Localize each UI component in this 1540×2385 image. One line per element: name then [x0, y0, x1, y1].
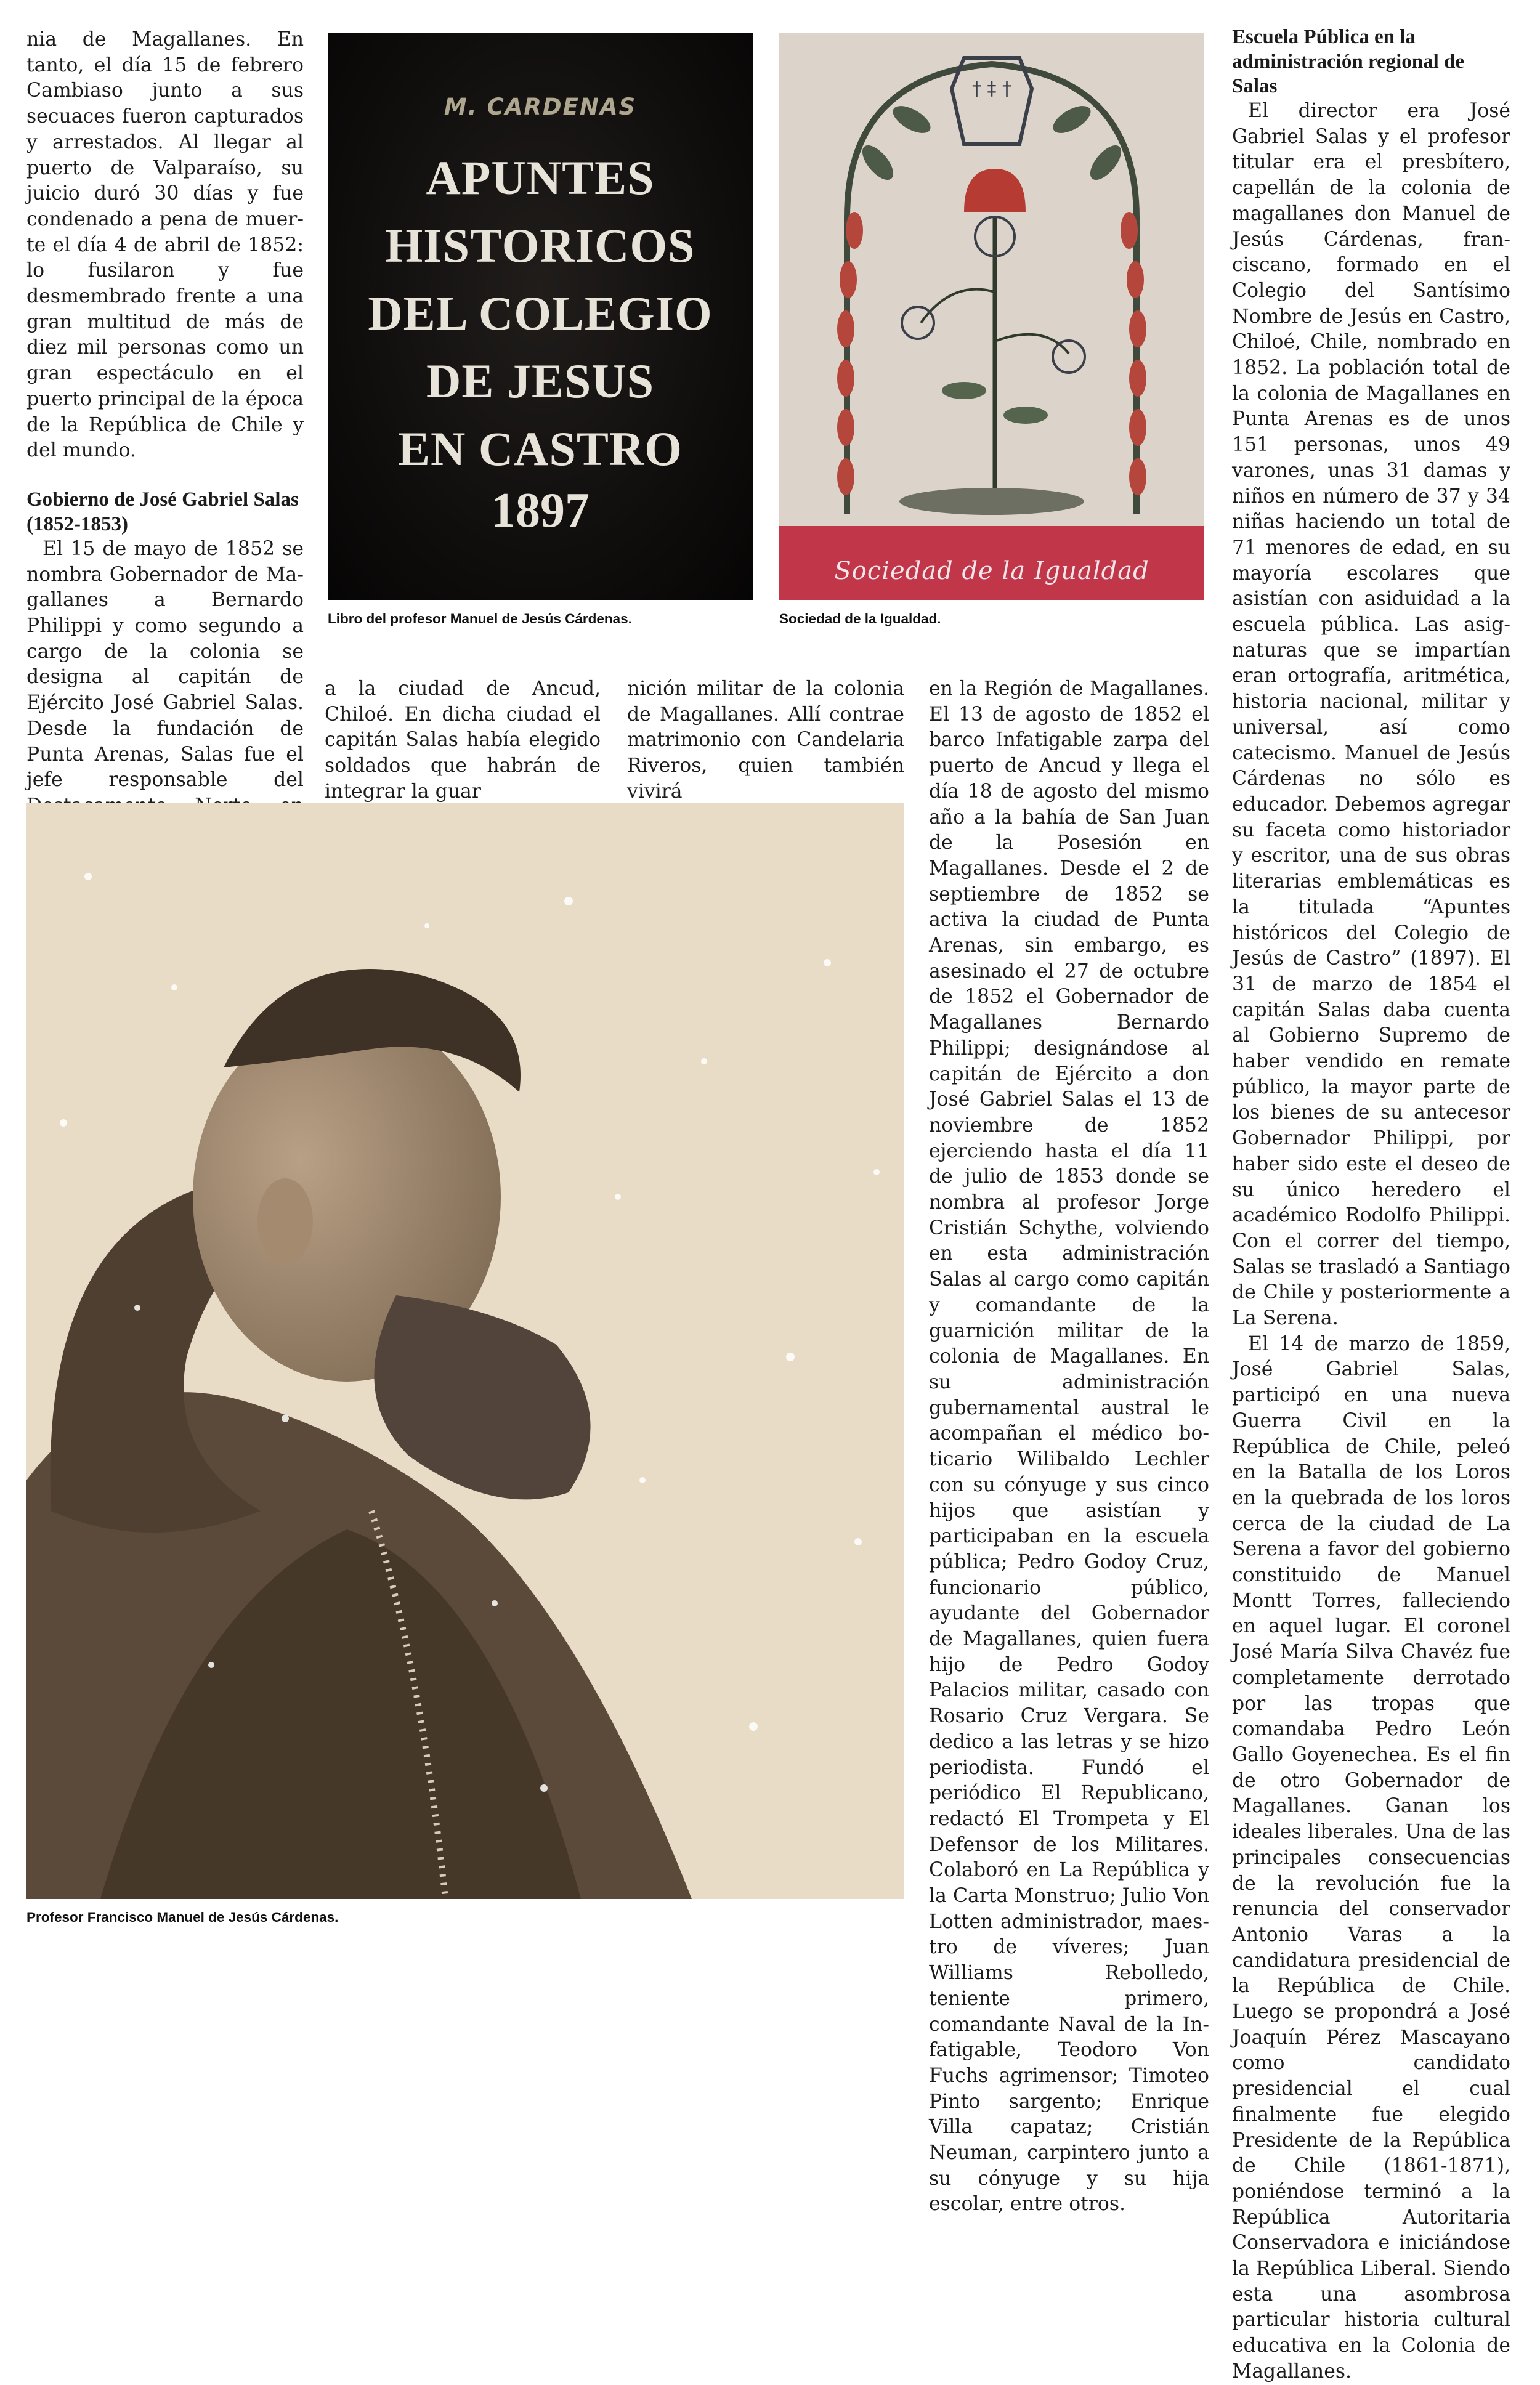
- column-4: [929, 676, 1209, 2216]
- poster-illustration: [779, 33, 1204, 600]
- portrait-photo-caption: Profesor Francisco Manuel de Jesús Cárdenas.: [26, 1909, 339, 1925]
- paragraph: nia de Magallanes. En tanto, el día 15 de febrero Cambiaso junto a sus secuaces fueron capturados y arrestados. Al llegar al puerto de Valparaíso, su juicio duró 30 días y fue condenado a pena de muerte el día 4 de abril de 1852: lo fusilaron y fue desmembrado frente a una gran multitud de más de diez mil personas como un gran espectáculo en el puerto principal de la época de la República de Chile y del mundo.: [26, 28, 304, 462]
- paragraph: en la Región de Magallanes. El 13 de agosto de 1852 el barco Infatigable zarpa del puerto de Ancud y llega el día 18 de agosto del mismo año a la bahía de San Juan de la Posesión en Magallanes. Desde el 2 de septiembre de 1852 se activa la ciudad de Punta Arenas, sin embargo, es asesinado el 27 de octubre de 1852 el Gobernador de Magallanes Bernardo Philippi; designándose al capitán de Ejército a don José Gabriel Salas el 13 de noviembre de 1852 ejerciendo hasta el día 11 de julio de 1853 donde se nombra al profesor Jorge Cristián Schythe, volviendo en esta administración Salas al cargo como capitán y comandante de la guarnición militar de la colonia de Magallanes. En su administración gubernamental austral le acompañan el médico boticario Wilibaldo Lechler con su cónyuge y sus cinco hijos que asistían y participaban en la escuela pública; Pedro Godoy Cruz, funcionario público, ayudante del Gobernador de Magallanes, quien fuera hijo de Pedro Godoy Palacios militar, casado con Rosario Cruz Vergara. Se dedico a las letras y se hizo periodista. Fundó el periódico El Republicano, redactó El Trompeta y El Defensor de los Militares. Colaboró en La República y la Carta Monstruo; Julio Von Lotten administrador, maestro de víveres; Juan Williams Rebolledo, teniente primero, comandante Naval de la Infatigable, Teodoro Von Fuchs agrimensor; Timoteo Pinto sargento; Enrique Villa capataz; Cristián Neuman, carpintero junto a su cónyuge y su hija escolar, entre otros.: [929, 678, 1209, 2216]
- book-photo-caption: Libro del profesor Manuel de Jesús Cárdenas.: [328, 611, 632, 626]
- portrait-photo: [26, 803, 904, 1899]
- book-author: M. CARDENAS: [444, 94, 637, 120]
- column-5: [1232, 25, 1510, 2383]
- paragraph: El 14 de marzo de 1859, José Gabriel Salas, participó en una nueva Guerra Civil en la República de Chile, peleó en la Batalla de los Loros en la quebrada de los loros cerca de la ciudad de La Serena a favor del gobierno constituido de Manuel Montt Torres, falleciendo en aquel lugar. El coronel José María Silva Chavéz fue completamente derrotado por las tropas que comandaba Pedro León Gallo Goyenechea. Es el fin de otro Gobernador de Magallanes. Ganan los ideales liberales. Una de las principales consecuencias de la revolución fue la renuncia del conservador Antonio Varas a la candidatura presidencial de la República de Chile. Luego se propondrá a José Joaquín Pérez Mascayano como candidato presidencial el cual finalmente fue elegido Presidente de la República de Chile (1861-1871), poniéndose terminó a la República Autoritaria Conservadora e iniciándose la República Liberal. Siendo esta una asombrosa particular historia cultural educativa en la Colonia de Magallanes.: [1232, 1332, 1510, 2383]
- portrait-illustration: [26, 803, 904, 1899]
- section-heading: Gobierno de José Gabriel Salas (1852-1853): [26, 488, 299, 535]
- paragraph: El 15 de mayo de 1852 se nombra Gobernador de Magallanes a Bernardo Philippi y como segundo a cargo de la colonia se designa al capitán de Ejército José Gabriel Salas. Desde la fundación de Punta Arenas, Salas fue el jefe responsable del: [26, 537, 304, 792]
- book-title: APUNTES HISTORICOS DEL COLEGIO DE JESUS EN CASTRO: [368, 151, 713, 476]
- paragraph: nición militar de la colonia de Magallanes. Allí contrae matrimonio con Candelaria Riveros, quien también vivirá: [627, 678, 904, 803]
- column-3: [627, 676, 904, 803]
- svg-text:† ‡ †: † ‡ †: [971, 78, 1012, 100]
- section-heading: Escuela Pública en la administración regional de Salas: [1232, 26, 1465, 97]
- paragraph: El director era José Gabriel Salas y el profesor titular era el presbítero, capellán de la colonia de magallanes don Manuel de Jesús Cárdenas, franciscano, formado en el Colegio del Santísimo Nombre de Jesús en Castro, Chiloé, Chile, nombrado en 1852. La población total de la colonia de Magallanes en Punta Arenas es de unos 151 personas, unos 49 varones, unas 31 damas y niños en número de 37 y 34 niñas haciendo un total de 71 menores de edad, en su mayoría escolares que asistían con asiduidad a la escuela pública. Las asignaturas que se impartían eran ortografía, aritmética, historia nacional, militar y universal, así como catecismo. Manuel de Jesús Cárdenas no sólo es educador. Debemos agregar su faceta como historiador y escritor, una de sus obras literarias emblemáticas es la titulada “Apuntes históricos del Colegio de Jesús de Castro” (1897). El 31 de marzo de 1854 el capitán Salas daba cuenta al Gobierno Supremo de haber vendido en remate público, la mayor parte de los bienes de su antecesor Gobernador Philippi, por haber sido este el deseo de su único heredero el académico Rodolfo Philippi. Con el correr del tiempo, Salas se trasladó a Santiago de Chile y posteriormente a La Serena.: [1232, 100, 1510, 1330]
- paragraph: a la ciudad de Ancud, Chiloé. En dicha ciudad el capitán Salas había elegido soldados que habrán de integrar la guar: [325, 678, 601, 803]
- book-cover-photo: [328, 33, 753, 600]
- poster-photo-caption: Sociedad de la Igualdad.: [779, 611, 941, 626]
- column-1: [26, 27, 304, 792]
- igualdad-poster-photo: [779, 33, 1204, 600]
- poster-motto: Sociedad de la Igualdad: [834, 557, 1149, 585]
- column-2: [325, 676, 601, 803]
- book-year: 1897: [491, 484, 590, 538]
